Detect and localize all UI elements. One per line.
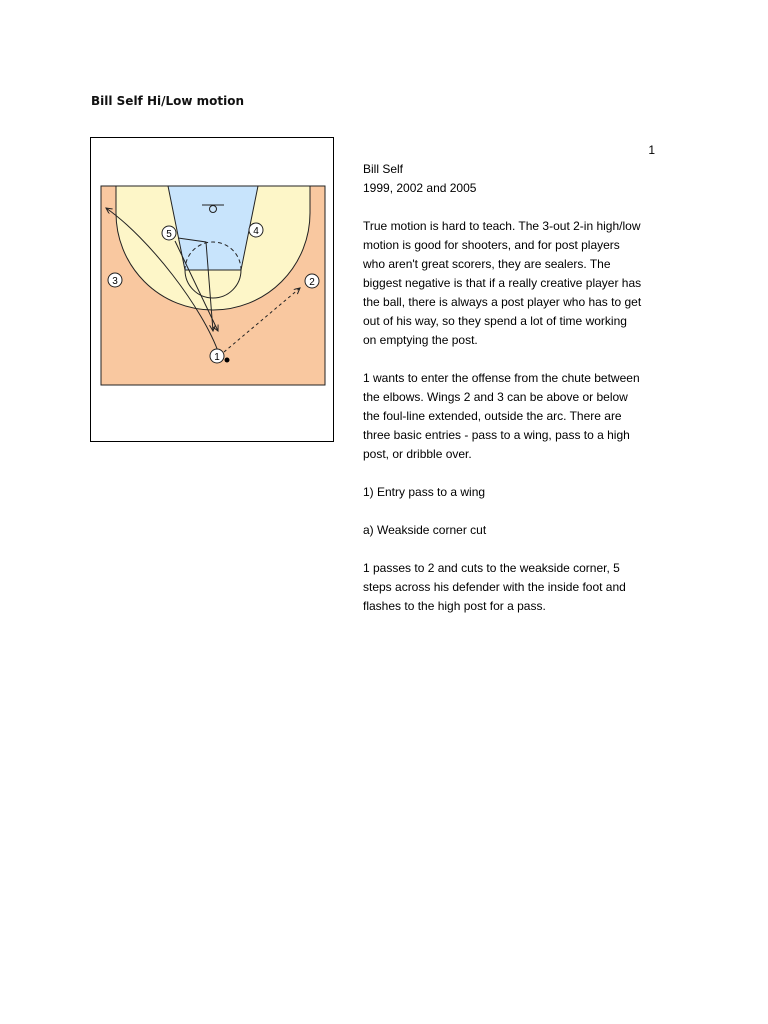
play-diagram (90, 137, 334, 442)
player-3-label: 3 (112, 276, 118, 287)
action-paragraph: 1 passes to 2 and cuts to the weakside corner, 5 steps across his defender with the inside foot and flashes to the high post for a pass. (363, 561, 626, 613)
author-line: Bill Self (363, 162, 404, 176)
player-5 (162, 226, 176, 240)
player-2-label: 2 (309, 277, 315, 288)
entry-paragraph: 1 wants to enter the offense from the chute between the elbows. Wings 2 and 3 can be above or below the foul-line extended, outside the arc. There are three basic entries - pass to a wing, pass to a high post, or dribble over. (363, 371, 640, 461)
page-title: Bill Self Hi/Low motion (91, 94, 245, 108)
player-3 (108, 273, 122, 287)
intro-paragraph: True motion is hard to teach. The 3-out 2-in high/low motion is good for shooters, and for post players who aren't great scorers, they are sealers. The biggest negative is that if a really creative player has the ball, there is always a post player who has to get out of his way, so they spend a lot of time working on emptying the post. (363, 219, 642, 347)
page-number: 1 (648, 143, 655, 157)
section-heading: 1) Entry pass to a wing (363, 485, 486, 499)
player-5-label: 5 (166, 229, 172, 240)
player-1 (210, 349, 224, 363)
text-column (363, 160, 663, 635)
ball-icon (225, 358, 230, 363)
subsection-heading: a) Weakside corner cut (363, 523, 487, 537)
player-1-label: 1 (214, 352, 220, 363)
years-line: 1999, 2002 and 2005 (363, 181, 477, 195)
half-court-diagram (91, 138, 335, 443)
player-4-label: 4 (253, 226, 259, 237)
player-4 (249, 223, 263, 237)
player-2 (305, 274, 319, 288)
